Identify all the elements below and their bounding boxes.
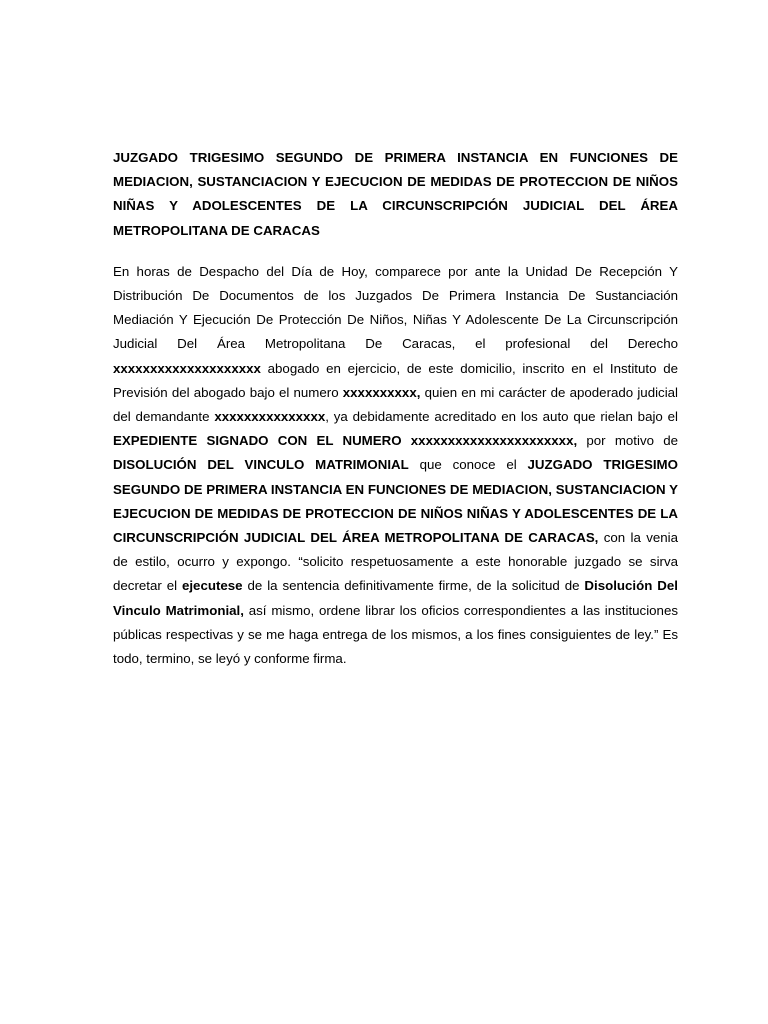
case-file-number: EXPEDIENTE SIGNADO CON EL NUMERO xxxxxxxxxxxxxxxxxxxxxx, [113, 433, 578, 449]
body-text-segment: de la sentencia definitivamente firme, de la solicitud de [242, 578, 585, 594]
court-name: JUZGADO TRIGESIMO SEGUNDO DE PRIMERA INSTANCIA EN FUNCIONES DE MEDIACION, SUSTANCIACION Y EJECUCION DE MEDIDAS DE PROTECCION DE NIÑOS NIÑAS Y ADOLESCENTES DE LA CIRCUNSCRIPCIÓN JUDICIAL DEL ÁREA METROPOLITANA DE CARACAS, [113, 457, 678, 546]
body-text-segment: por motivo de [577, 433, 678, 449]
ejecutese-term: ejecutese [181, 578, 243, 594]
body-text-segment: con la venia de estilo, ocurro y expongo. “solicito respetuosamente a este honorable juzgado se sirva decretar el [113, 530, 678, 594]
body-text-segment: abogado en ejercicio, de este domicilio, inscrito en el Instituto de Previsión del abogado bajo el numero [113, 360, 678, 400]
body-text-segment: así mismo, ordene librar los oficios correspondientes a las instituciones públicas respectivas y se me haga entrega de los mismos, a los fines consiguientes de ley.” Es todo, termino, se leyó y conforme firma. [113, 602, 678, 667]
request-subject: Disolución Del Vinculo Matrimonial, [113, 578, 678, 618]
body-text-segment: quien en mi carácter de apoderado judicial del demandante [113, 384, 678, 425]
body-text-segment: En horas de Despacho del Día de Hoy, comparece por ante la Unidad De Recepción Y Distribución De Documentos de los Juzgados De Primera Instancia De Sustanciación Mediación Y Ejecución De Protección De Niños, Niñas Y Adolescente De La Circunscripción Judicial Del Área Metropolitana De Caracas, el profesional del Derecho [113, 263, 678, 352]
inpreabogado-number-placeholder: xxxxxxxxxx, [342, 384, 421, 400]
document-body [113, 260, 678, 671]
lawyer-name-placeholder: xxxxxxxxxxxxxxxxxxxx [113, 360, 261, 376]
body-text-segment: que conoce el [408, 457, 528, 473]
body-text-segment: , ya debidamente acreditado en los auto que rielan bajo el [325, 409, 678, 425]
document-page [113, 146, 678, 671]
case-subject: DISOLUCIÓN DEL VINCULO MATRIMONIAL [113, 457, 409, 473]
document-heading: JUZGADO TRIGESIMO SEGUNDO DE PRIMERA INSTANCIA EN FUNCIONES DE MEDIACION, SUSTANCIACION Y EJECUCION DE MEDIDAS DE PROTECCION DE NIÑOS NIÑAS Y ADOLESCENTES DE LA CIRCUNSCRIPCIÓN JUDICIAL DEL ÁREA METROPOLITANA DE CARACAS [113, 150, 678, 238]
plaintiff-name-placeholder: xxxxxxxxxxxxxxx [214, 409, 326, 425]
